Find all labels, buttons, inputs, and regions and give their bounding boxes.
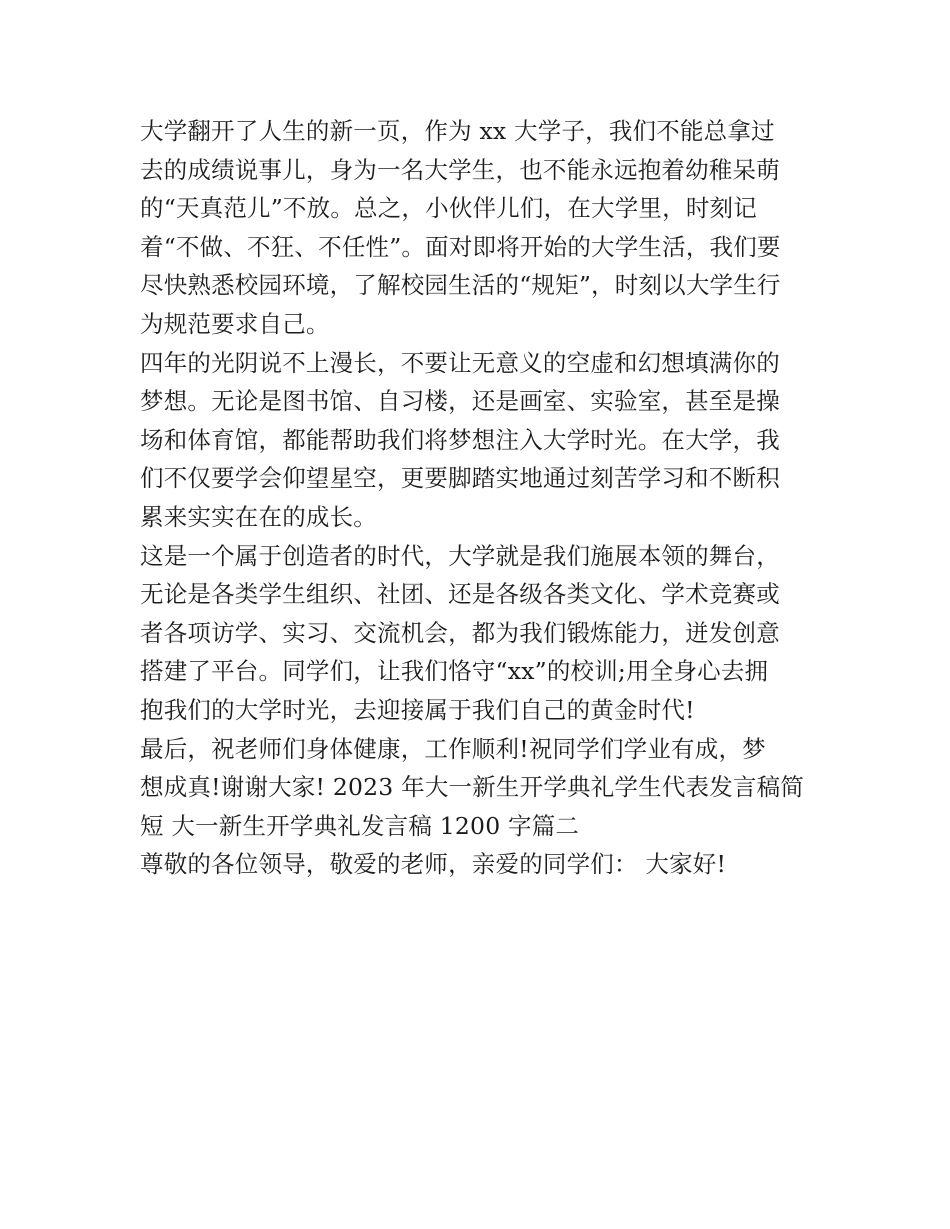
paragraph-2: [140, 344, 820, 537]
text-line: 抱我们的大学时光，去迎接属于我们自己的黄金时代!: [140, 695, 695, 724]
text-line: 尊敬的各位领导，敬爱的老师，亲爱的同学们： 大家好!: [140, 850, 727, 879]
text-line: 去的成绩说事儿，身为一名大学生，也不能永远抱着幼稚呆萌: [140, 155, 780, 184]
paragraph-5: [140, 845, 820, 884]
text-line: 无论是各类学生组织、社团、还是各级各类文化、学术竞赛或: [140, 580, 780, 609]
text-line: 梦想。无论是图书馆、自习楼，还是画室、实验室，甚至是操: [140, 387, 780, 416]
text-line: 大学翻开了人生的新一页，作为 xx 大学子，我们不能总拿过: [140, 117, 775, 145]
text-line: 累来实实在在的成长。: [140, 502, 377, 531]
document-body: [140, 112, 820, 884]
text-line: 四年的光阴说不上漫长，不要让无意义的空虚和幻想填满你的: [140, 348, 780, 377]
text-line: 们不仅要学会仰望星空，更要脚踏实地通过刻苦学习和不断积: [140, 464, 780, 493]
text-line: 的“天真范儿”不放。总之，小伙伴儿们，在大学里，时刻记: [140, 194, 757, 223]
paragraph-3: [140, 537, 820, 730]
text-line: 尽快熟悉校园环境，了解校园生活的“规矩”，时刻以大学生行: [140, 271, 781, 300]
text-line: 最后，祝老师们身体健康，工作顺利!祝同学们学业有成，梦: [140, 734, 766, 763]
text-line: 场和体育馆，都能帮助我们将梦想注入大学时光。在大学，我: [140, 425, 780, 454]
paragraph-4: [140, 730, 820, 846]
text-line: 想成真!谢谢大家! 2023 年大一新生开学典礼学生代表发言稿简: [140, 773, 805, 802]
text-line: 搭建了平台。同学们，让我们恪守“xx”的校训;用全身心去拥: [140, 657, 769, 686]
text-line: 者各项访学、实习、交流机会，都为我们锻炼能力，迸发创意: [140, 618, 780, 647]
text-line: 为规范要求自己。: [140, 309, 330, 338]
paragraph-1: [140, 112, 820, 344]
text-line: 这是一个属于创造者的时代，大学就是我们施展本领的舞台，: [140, 541, 780, 570]
text-line: 短 大一新生开学典礼发言稿 1200 字篇二: [140, 811, 580, 840]
text-line: 着“不做、不狂、不任性”。面对即将开始的大学生活，我们要: [140, 232, 781, 261]
